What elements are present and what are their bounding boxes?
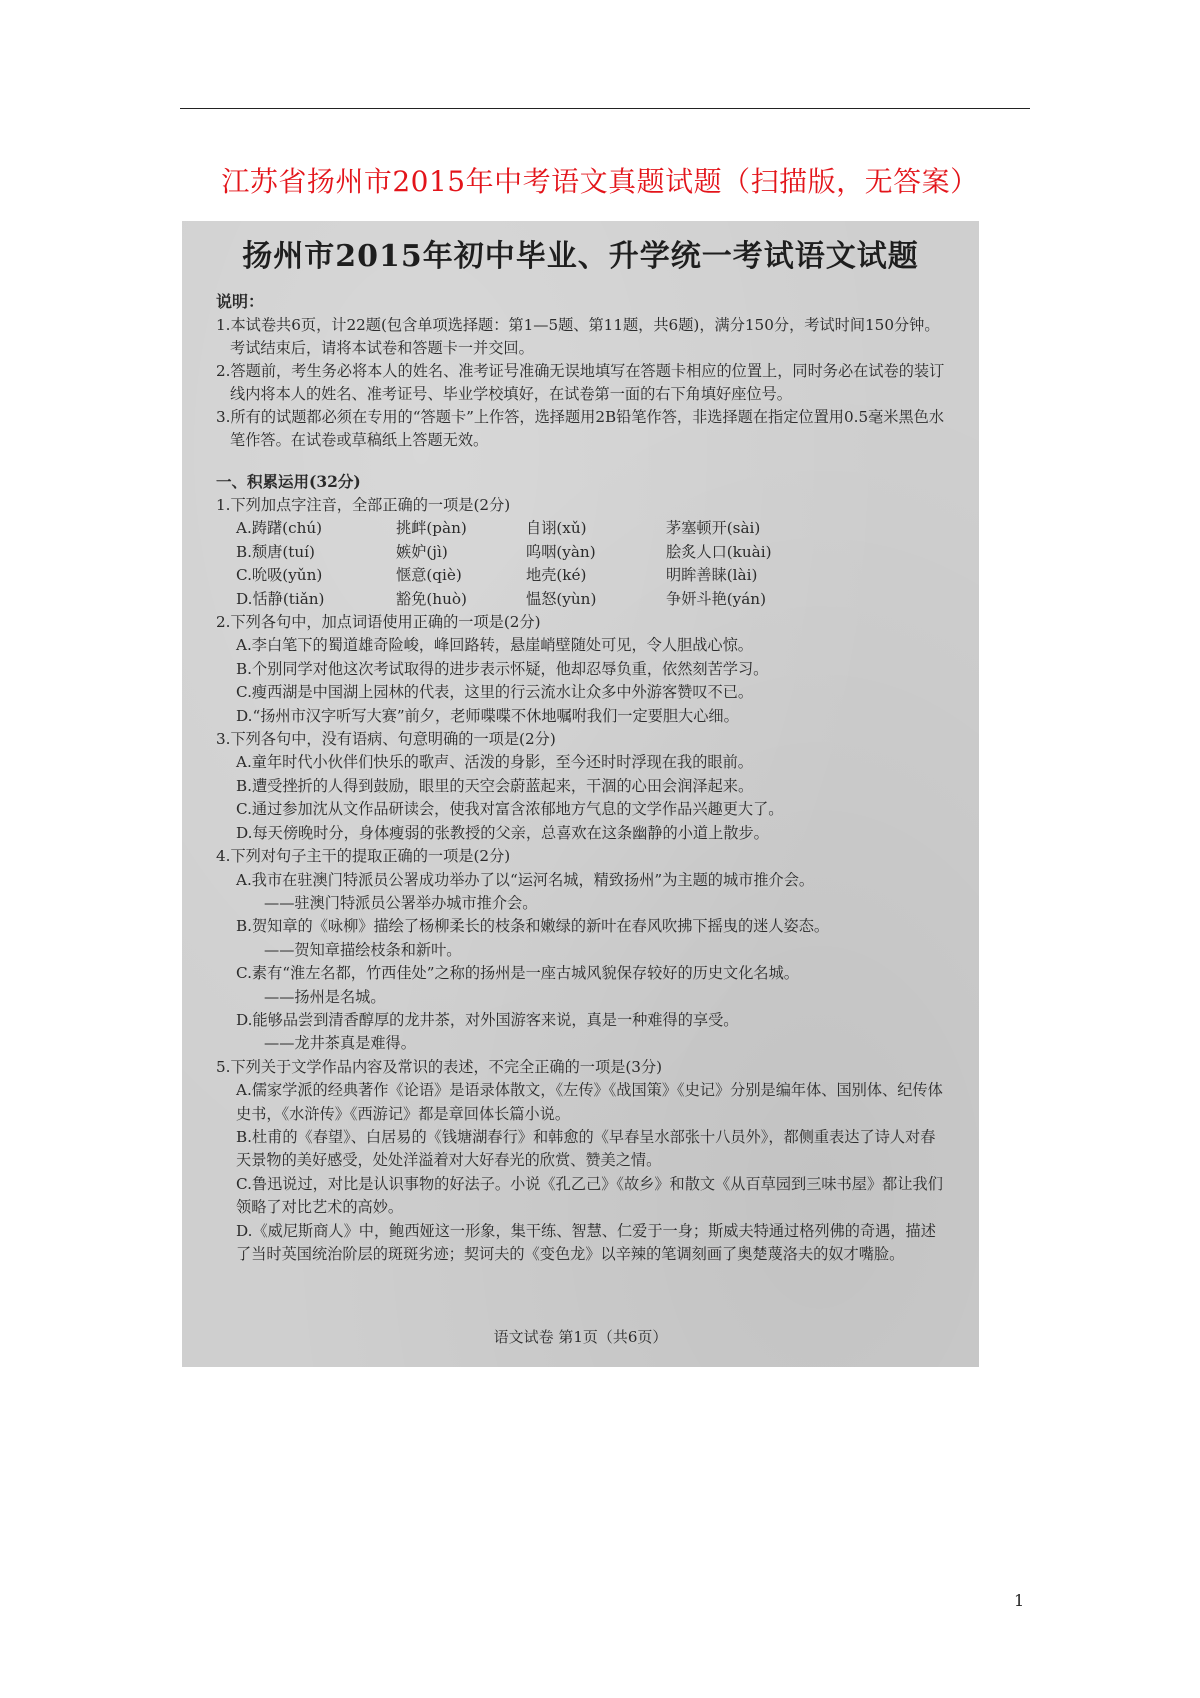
q1-cell: 挑衅(pàn) <box>396 519 467 538</box>
option: D.每天傍晚时分，身体瘦弱的张教授的父亲，总喜欢在这条幽静的小道上散步。 <box>236 823 769 842</box>
notes-heading: 说明： <box>216 292 265 311</box>
q1-cell: 自诩(xǔ) <box>526 519 587 538</box>
q1-cell: 呜咽(yàn) <box>526 542 596 561</box>
q1-cell: 脍炙人口(kuài) <box>666 542 772 561</box>
section-title: 一、积累运用(32分) <box>216 472 361 491</box>
exam-title: 扬州市2015年初中毕业、升学统一考试语文试题 <box>242 239 919 274</box>
option: B.遭受挫折的人得到鼓励，眼里的天空会蔚蓝起来，干涸的心田会润泽起来。 <box>236 776 754 795</box>
question-3 <box>216 728 945 845</box>
option-answer: ——贺知章描绘枝条和新叶。 <box>264 940 462 959</box>
option: D.能够品尝到清香醇厚的龙井茶，对外国游客来说，真是一种难得的享受。 <box>236 1010 739 1029</box>
document-title: 江苏省扬州市2015年中考语文真题试题（扫描版，无答案） <box>221 165 979 198</box>
option: A.我市在驻澳门特派员公署成功举办了以“运河名城，精致扬州”为主题的城市推介会。 <box>236 870 815 889</box>
q1-cell: 明眸善睐(lài) <box>666 566 758 585</box>
option: B.个别同学对他这次考试取得的进步表示怀疑，他却忍辱负重，依然刻苦学习。 <box>236 659 769 678</box>
option: D.“扬州市汉字听写大赛”前夕，老师喋喋不休地嘱咐我们一定要胆大心细。 <box>236 706 739 725</box>
question-stem: 1.下列加点字注音，全部正确的一项是(2分) <box>216 496 511 514</box>
q1-cell: C.吮吸(yǔn) <box>236 566 323 585</box>
notes <box>216 314 945 452</box>
option: A.童年时代小伙伴们快乐的歌声、活泼的身影，至今还时时浮现在我的眼前。 <box>236 753 753 772</box>
note-item: 3.所有的试题都必须在专用的“答题卡”上作答，选择题用2B铅笔作答，非选择题在指定位置用0.5毫米黑色水笔作答。在试卷或草稿纸上答题无效。 <box>216 408 945 449</box>
question-4 <box>216 845 945 1056</box>
question-stem: 5.下列关于文学作品内容及常识的表述，不完全正确的一项是(3分) <box>216 1057 663 1076</box>
option: A.儒家学派的经典著作《论语》是语录体散文，《左传》《战国策》《史记》分别是编年体、国别体、纪传体史书，《水浒传》《西游记》都是章回体长篇小说。 <box>236 1081 943 1123</box>
q1-cell: 茅塞顿开(sài) <box>666 519 761 538</box>
option: A.李白笔下的蜀道雄奇险峻，峰回路转，悬崖峭壁随处可见，令人胆战心惊。 <box>236 636 753 655</box>
q1-cell: 惬意(qiè) <box>396 566 462 585</box>
option: B.贺知章的《咏柳》描绘了杨柳柔长的枝条和嫩绿的新叶在春风吹拂下摇曳的迷人姿态。 <box>236 917 830 936</box>
q1-cell: 豁免(huò) <box>396 589 467 608</box>
q1-cell: A.踌躇(chú) <box>236 519 323 538</box>
question-stem: 2.下列各句中，加点词语使用正确的一项是(2分) <box>216 613 541 632</box>
option-answer: ——扬州是名城。 <box>264 987 386 1006</box>
q1-cell: 地壳(ké) <box>526 566 587 585</box>
scanned-exam-page <box>182 221 979 1367</box>
question-stem: 3.下列各句中，没有语病、句意明确的一项是(2分) <box>216 730 556 749</box>
option: D.《威尼斯商人》中，鲍西娅这一形象，集干练、智慧、仁爱于一身；斯威夫特通过格列佛的奇遇，描述了当时英国统治阶层的斑斑劣迹；契诃夫的《变色龙》以辛辣的笔调刻画了奥楚蔑洛夫的奴才嘴脸。 <box>236 1221 936 1263</box>
option: C.素有“淮左名都，竹西佳处”之称的扬州是一座古城风貌保存较好的历史文化名城。 <box>236 964 799 983</box>
question-2 <box>216 611 945 728</box>
question-stem: 4.下列对句子主干的提取正确的一项是(2分) <box>216 847 511 866</box>
note-item: 2.答题前，考生务必将本人的姓名、准考证号准确无误地填写在答题卡相应的位置上，同时务必在试卷的装订线内将本人的姓名、准考证号、毕业学校填好，在试卷第一面的右下角填好座位号。 <box>216 362 945 403</box>
option: B.杜甫的《春望》、白居易的《钱塘湖春行》和韩愈的《早春呈水部张十八员外》，都侧重表达了诗人对春天景物的美好感受，处处洋溢着对大好春光的欣赏、赞美之情。 <box>236 1127 936 1170</box>
exam-page-footer: 语文试卷 第1页（共6页） <box>493 1328 668 1346</box>
q1-cell: 争妍斗艳(yán) <box>666 589 767 608</box>
q1-cell: B.颓唐(tuí) <box>236 542 315 561</box>
option: C.通过参加沈从文作品研读会，使我对富含浓郁地方气息的文学作品兴趣更大了。 <box>236 800 784 819</box>
question-5 <box>216 1056 945 1267</box>
q1-cell: 嫉妒(jì) <box>396 542 448 561</box>
q1-cell: 愠怒(yùn) <box>526 589 597 608</box>
option-answer: ——驻澳门特派员公署举办城市推介会。 <box>264 893 538 912</box>
option: C.瘦西湖是中国湖上园林的代表，这里的行云流水让众多中外游客赞叹不已。 <box>236 683 754 702</box>
q1-options-grid <box>216 517 945 611</box>
option: C.鲁迅说过，对比是认识事物的好法子。小说《孔乙己》《故乡》和散文《从百草园到三味书屋》都让我们领略了对比艺术的高妙。 <box>236 1174 943 1217</box>
q1-cell: D.恬静(tiǎn) <box>236 589 325 608</box>
question-1 <box>216 494 945 517</box>
note-item: 1.本试卷共6页，计22题(包含单项选择题：第1—5题、第11题，共6题)，满分150分，考试时间150分钟。考试结束后，请将本试卷和答题卡一并交回。 <box>216 316 940 357</box>
option-answer: ——龙井茶真是难得。 <box>264 1034 416 1053</box>
header-rule <box>180 108 1030 109</box>
page-number: 1 <box>1014 1591 1025 1610</box>
